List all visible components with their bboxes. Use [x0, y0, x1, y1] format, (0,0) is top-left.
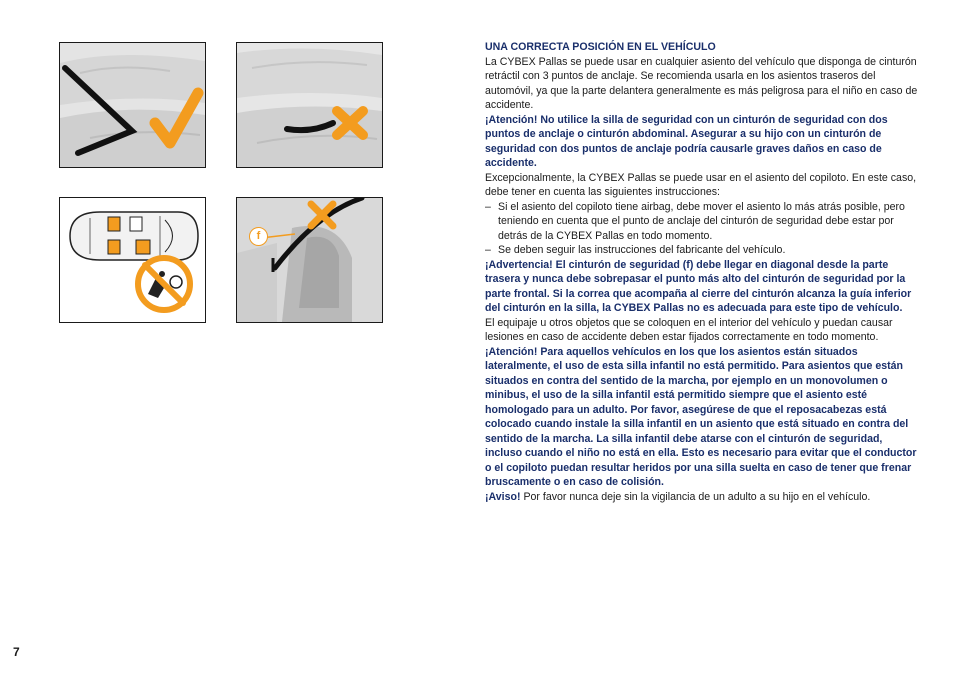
notice-label: ¡Aviso! [485, 490, 521, 503]
car-top-view-icon [70, 212, 198, 260]
figure-three-point-belt-correct [59, 42, 206, 168]
list-item: – Si el asiento del copiloto tiene airbag, debe mover el asiento lo más atrás posible, pero teniendo en cuenta que el punto de anclaje del cinturón de seguridad debe estar por detrás de la CYBEX Pallas en todo momento. [485, 200, 918, 244]
no-airbag-icon [138, 258, 190, 310]
figure-lap-belt-incorrect [236, 42, 383, 168]
paragraph-notice [485, 490, 918, 505]
notice-text: Por favor nunca deje sin la vigilancia de un adulto a su hijo en el vehículo. [520, 490, 871, 503]
paragraph-usage: La CYBEX Pallas se puede usar en cualquier asiento del vehículo que disponga de cinturón retráctil con 3 puntos de anclaje. Se recomienda usarla en los asientos traseros del automóvil, ya que la parte delantera generalmente es más peligrosa para el niño en caso de accidente. [485, 55, 918, 111]
warning-diagonal-belt: ¡Advertencia! El cinturón de seguridad (f) debe llegar en diagonal desde la parte trasera y nunca debe sobrepasar el punto más alto del cinturón de seguridad por la parte frontal. Si la correa que acompaña al cierre del cinturón alcanza la guía inferior del cinturón en la silla, la CYBEX Pallas no es adecuada para este tipo de vehículo. [485, 258, 912, 314]
warning-side-seats: ¡Atención! Para aquellos vehículos en los que los asientos están situados lateralmente, el uso de esta silla infantil no está permitido. Para asientos que están situados en contra del sentido de la marcha, por ejemplo en un monovolumen o minibus, el uso de la silla infantil está permitido siempre que el asiento esté homologado para un adulto. Por favor, asegúrese de que el reposacabezas está colocado cuando instale la silla infantil en un asiento que está situado en contra del sentido de la marcha. La silla infantil debe atarse con el cinturón de seguridad, incluso cuando el niño no está en ella. Esto es necesario para evitar que el conductor o el copiloto puedan resultar heridos por una silla suelta en caso de tener que frenar bruscamente o en caso de colisión. [485, 345, 917, 488]
instructions-list [485, 200, 918, 258]
figure-diagonal-belt-f [236, 197, 383, 323]
section-heading: UNA CORRECTA POSICIÓN EN EL VEHÍCULO [485, 41, 716, 53]
instructions-text-column [485, 40, 918, 504]
paragraph-copilot-seat: Excepcionalmente, la CYBEX Pallas se puede usar en el asiento del copiloto. En este caso, debe tener en cuenta las siguientes instrucciones: [485, 171, 917, 198]
list-item: – Se deben seguir las instrucciones del fabricante del vehículo. [485, 243, 918, 258]
paragraph-luggage: El equipaje u otros objetos que se coloquen en el interior del vehículo y puedan causar lesiones en caso de accidente deben estar fijados correctamente en todo momento. [485, 316, 893, 343]
figure-car-top-view-airbag [59, 197, 206, 323]
page-number: 7 [13, 645, 20, 659]
warning-two-point-belt: ¡Atención! No utilice la silla de seguridad con un cinturón de seguridad con dos puntos de anclaje o cinturón abdominal. Asegurar a su hijo con un cinturón de seguridad con dos puntos de anclaje podría causarle graves daños en caso de accidente. [485, 113, 888, 169]
belt-label-f: f [249, 227, 268, 246]
